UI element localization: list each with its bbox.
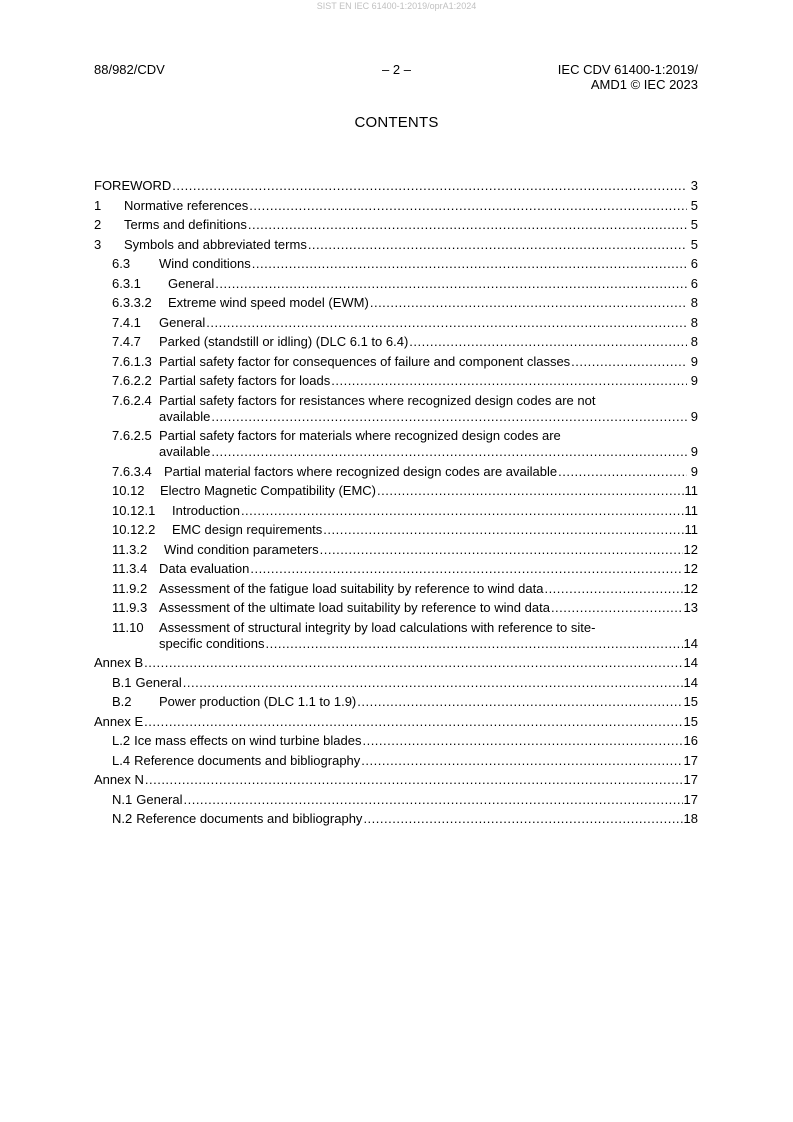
toc-entry[interactable]: [94, 428, 698, 460]
page-title: CONTENTS: [354, 114, 439, 131]
toc-entry[interactable]: [94, 522, 698, 538]
toc-leader-dots: [183, 792, 682, 808]
toc-entry-number: 10.12.2: [112, 522, 156, 537]
toc-entry[interactable]: [94, 217, 698, 233]
toc-entry-page: 3: [690, 178, 698, 193]
toc-entry[interactable]: [94, 315, 698, 331]
toc-leader-dots: [206, 315, 687, 331]
toc-entry-page: 14: [683, 674, 698, 690]
toc-entry-text: Reference documents and bibliography: [136, 811, 363, 826]
toc-leader-dots: [409, 334, 687, 350]
toc-leader-dots: [363, 811, 682, 827]
header-document-number: 88/982/CDV: [94, 62, 165, 77]
toc-entry-text: Power production (DLC 1.1 to 1.9): [159, 694, 357, 709]
toc-entry-text: Wind conditions: [159, 256, 251, 271]
toc-entry-text: General: [135, 674, 182, 690]
toc-entry-number: N.1: [112, 791, 133, 807]
toc-entry-number: B.2: [112, 694, 132, 709]
toc-entry-number: 11.3.2: [112, 541, 148, 557]
toc-entry-text: Annex B: [94, 655, 144, 670]
toc-entry-page: 9: [690, 444, 698, 459]
toc-entry-text: Partial safety factors for loads: [159, 373, 331, 388]
toc-entry-number: 11.3.4: [112, 561, 148, 576]
toc-leader-dots: [144, 655, 682, 671]
toc-entry[interactable]: [94, 393, 698, 425]
toc-leader-dots: [252, 256, 687, 272]
toc-leader-dots: [308, 237, 687, 253]
header-right-line2: AMD1 © IEC 2023: [590, 77, 698, 92]
toc-entry-page: 12: [683, 541, 698, 557]
toc-entry[interactable]: [94, 198, 698, 214]
toc-entry[interactable]: [94, 561, 698, 577]
toc-leader-dots: [172, 178, 687, 194]
toc-entry-number: 7.4.1: [112, 314, 141, 330]
toc-entry-text: General: [136, 791, 183, 807]
toc-entry[interactable]: [94, 464, 698, 480]
toc-entry-text: Partial material factors where recognized design codes are available: [164, 463, 558, 479]
toc-entry[interactable]: [94, 503, 698, 519]
toc-entry-page: 17: [683, 791, 698, 807]
toc-entry-number: L.2: [112, 733, 131, 748]
toc-entry-page: 16: [683, 733, 698, 748]
toc-entry-page: 18: [683, 811, 698, 826]
toc-entry-page: 11: [684, 502, 698, 518]
toc-entry-page: 11: [684, 483, 698, 498]
toc-entry-number: B.1: [112, 674, 132, 690]
toc-entry-text-continued: specific conditions: [159, 635, 265, 651]
toc-leader-dots: [551, 600, 683, 616]
toc-entry-annex[interactable]: [94, 714, 698, 730]
toc-entry-page: 9: [690, 373, 698, 388]
watermark: SIST EN IEC 61400-1:2019/oprA1:2024: [316, 1, 477, 11]
toc-entry-text: General: [168, 275, 215, 291]
toc-leader-dots: [320, 542, 683, 558]
toc-leader-dots: [183, 675, 683, 691]
toc-entry-text-continued: available: [159, 444, 211, 459]
toc-entry-number: 11.9.3: [112, 600, 148, 615]
toc-entry[interactable]: [94, 295, 698, 311]
toc-entry-number: 6.3.3.2: [112, 295, 152, 310]
toc-entry[interactable]: [94, 237, 698, 253]
toc-entry-number: 7.6.2.5: [112, 428, 152, 443]
toc-entry[interactable]: [94, 753, 698, 769]
toc-entry[interactable]: [94, 600, 698, 616]
toc-leader-dots: [211, 444, 687, 460]
toc-entry[interactable]: [94, 276, 698, 292]
toc-entry-text: FOREWORD: [94, 178, 172, 193]
toc-leader-dots: [571, 354, 687, 370]
toc-entry-page: 8: [690, 314, 698, 330]
toc-entry-page: 15: [683, 694, 698, 709]
header-standard-reference: [558, 62, 698, 92]
toc-entry[interactable]: [94, 256, 698, 272]
toc-entry-annex[interactable]: [94, 772, 698, 788]
toc-entry-number: 7.6.2.4: [112, 392, 152, 408]
toc-entry-page: 8: [690, 295, 698, 310]
toc-leader-dots: [331, 373, 687, 389]
toc-entry-text: Assessment of the ultimate load suitability by reference to wind data: [159, 600, 550, 615]
toc-entry[interactable]: [94, 373, 698, 389]
toc-entry-page: 17: [683, 772, 698, 787]
toc-entry[interactable]: [94, 733, 698, 749]
toc-entry-text: Partial safety factors for resistances where recognized design codes are not: [159, 392, 596, 408]
toc-entry-number: 2: [94, 217, 102, 232]
toc-entry-number: 6.3: [112, 256, 131, 271]
toc-entry-page: 9: [690, 408, 698, 424]
toc-entry-number: 7.6.2.2: [112, 373, 152, 388]
toc-entry[interactable]: [94, 620, 698, 652]
toc-leader-dots: [266, 636, 683, 652]
toc-entry-text: Electro Magnetic Compatibility (EMC): [160, 483, 377, 498]
toc-entry-annex[interactable]: [94, 655, 698, 671]
toc-entry-page: 14: [683, 635, 698, 651]
toc-entry-number: N.2: [112, 811, 133, 826]
toc-leader-dots: [249, 198, 687, 214]
toc-entry-number: 6.3.1: [112, 275, 141, 291]
toc-entry-foreword[interactable]: [94, 178, 698, 194]
toc-entry-text: Symbols and abbreviated terms: [124, 236, 307, 252]
toc-leader-dots: [145, 772, 683, 788]
toc-entry[interactable]: [94, 334, 698, 350]
toc-leader-dots: [544, 581, 682, 597]
toc-entry-text: Terms and definitions: [124, 217, 247, 232]
toc-entry-text: Assessment of the fatigue load suitability by reference to wind data: [159, 580, 544, 596]
toc-entry-number: L.4: [112, 752, 131, 768]
toc-entry-text-continued: available: [159, 408, 211, 424]
toc-entry-number: 10.12: [112, 483, 145, 498]
toc-entry-page: 8: [690, 334, 698, 349]
toc-entry[interactable]: [94, 483, 698, 499]
toc-entry-text: Annex E: [94, 713, 144, 729]
toc-leader-dots: [370, 295, 687, 311]
toc-entry[interactable]: [94, 354, 698, 370]
toc-leader-dots: [248, 217, 687, 233]
toc-entry[interactable]: [94, 792, 698, 808]
toc-entry-page: 5: [690, 197, 698, 213]
toc-entry-text: Partial safety factor for consequences of failure and component classes: [159, 353, 571, 369]
toc-entry-page: 14: [683, 655, 698, 670]
toc-entry-page: 11: [684, 522, 698, 537]
toc-leader-dots: [362, 733, 682, 749]
toc-leader-dots: [144, 714, 682, 730]
toc-entry-number: 10.12.1: [112, 502, 156, 518]
toc-leader-dots: [211, 409, 687, 425]
toc-entry-text: Assessment of structural integrity by load calculations with reference to site-: [159, 619, 596, 635]
toc-entry-text: Reference documents and bibliography: [134, 752, 361, 768]
toc-entry-page: 5: [690, 236, 698, 252]
toc-entry-text: Wind condition parameters: [164, 541, 319, 557]
header-page-number: – 2 –: [382, 62, 411, 77]
toc-entry[interactable]: [94, 694, 698, 710]
toc-entry-number: 7.6.1.3: [112, 353, 152, 369]
toc-entry-number: 7.4.7: [112, 334, 141, 349]
toc-entry-page: 9: [690, 353, 698, 369]
toc-entry-text: Annex N: [94, 772, 144, 787]
header-right-line1: IEC CDV 61400-1:2019/: [557, 62, 698, 77]
toc-leader-dots: [250, 561, 682, 577]
toc-leader-dots: [215, 276, 687, 292]
toc-leader-dots: [323, 522, 683, 538]
toc-entry-text: Normative references: [124, 197, 249, 213]
toc-entry-text: Ice mass effects on wind turbine blades: [134, 733, 362, 748]
toc-entry-number: 7.6.3.4: [112, 463, 152, 479]
toc-entry-page: 5: [690, 217, 698, 232]
toc-entry[interactable]: [94, 811, 698, 827]
toc-entry-text: EMC design requirements: [172, 522, 323, 537]
toc-entry-page: 12: [683, 561, 698, 576]
toc-entry-text: Parked (standstill or idling) (DLC 6.1 to 6.4): [159, 334, 409, 349]
toc-entry-page: 6: [690, 256, 698, 271]
toc-entry-page: 12: [683, 580, 698, 596]
toc-leader-dots: [357, 694, 682, 710]
table-of-contents: [94, 178, 698, 831]
toc-leader-dots: [241, 503, 684, 519]
toc-entry-number: 1: [94, 197, 102, 213]
toc-entry-page: 15: [683, 713, 698, 729]
toc-entry-number: 3: [94, 236, 102, 252]
toc-entry-text: Introduction: [172, 502, 240, 518]
toc-entry[interactable]: [94, 581, 698, 597]
toc-entry-page: 17: [683, 752, 698, 768]
toc-leader-dots: [558, 464, 687, 480]
toc-entry-page: 9: [690, 463, 698, 479]
toc-leader-dots: [377, 483, 683, 499]
toc-entry-text: Extreme wind speed model (EWM): [168, 295, 369, 310]
toc-entry-page: 6: [690, 275, 698, 291]
toc-entry-text: Data evaluation: [159, 561, 250, 576]
toc-entry[interactable]: [94, 675, 698, 691]
toc-entry-text: Partial safety factors for materials where recognized design codes are: [159, 428, 561, 443]
toc-entry-number: 11.10: [112, 619, 144, 635]
toc-entry-page: 13: [683, 600, 698, 615]
toc-entry-number: 11.9.2: [112, 580, 148, 596]
toc-entry-text: General: [159, 314, 206, 330]
toc-leader-dots: [361, 753, 682, 769]
toc-entry[interactable]: [94, 542, 698, 558]
